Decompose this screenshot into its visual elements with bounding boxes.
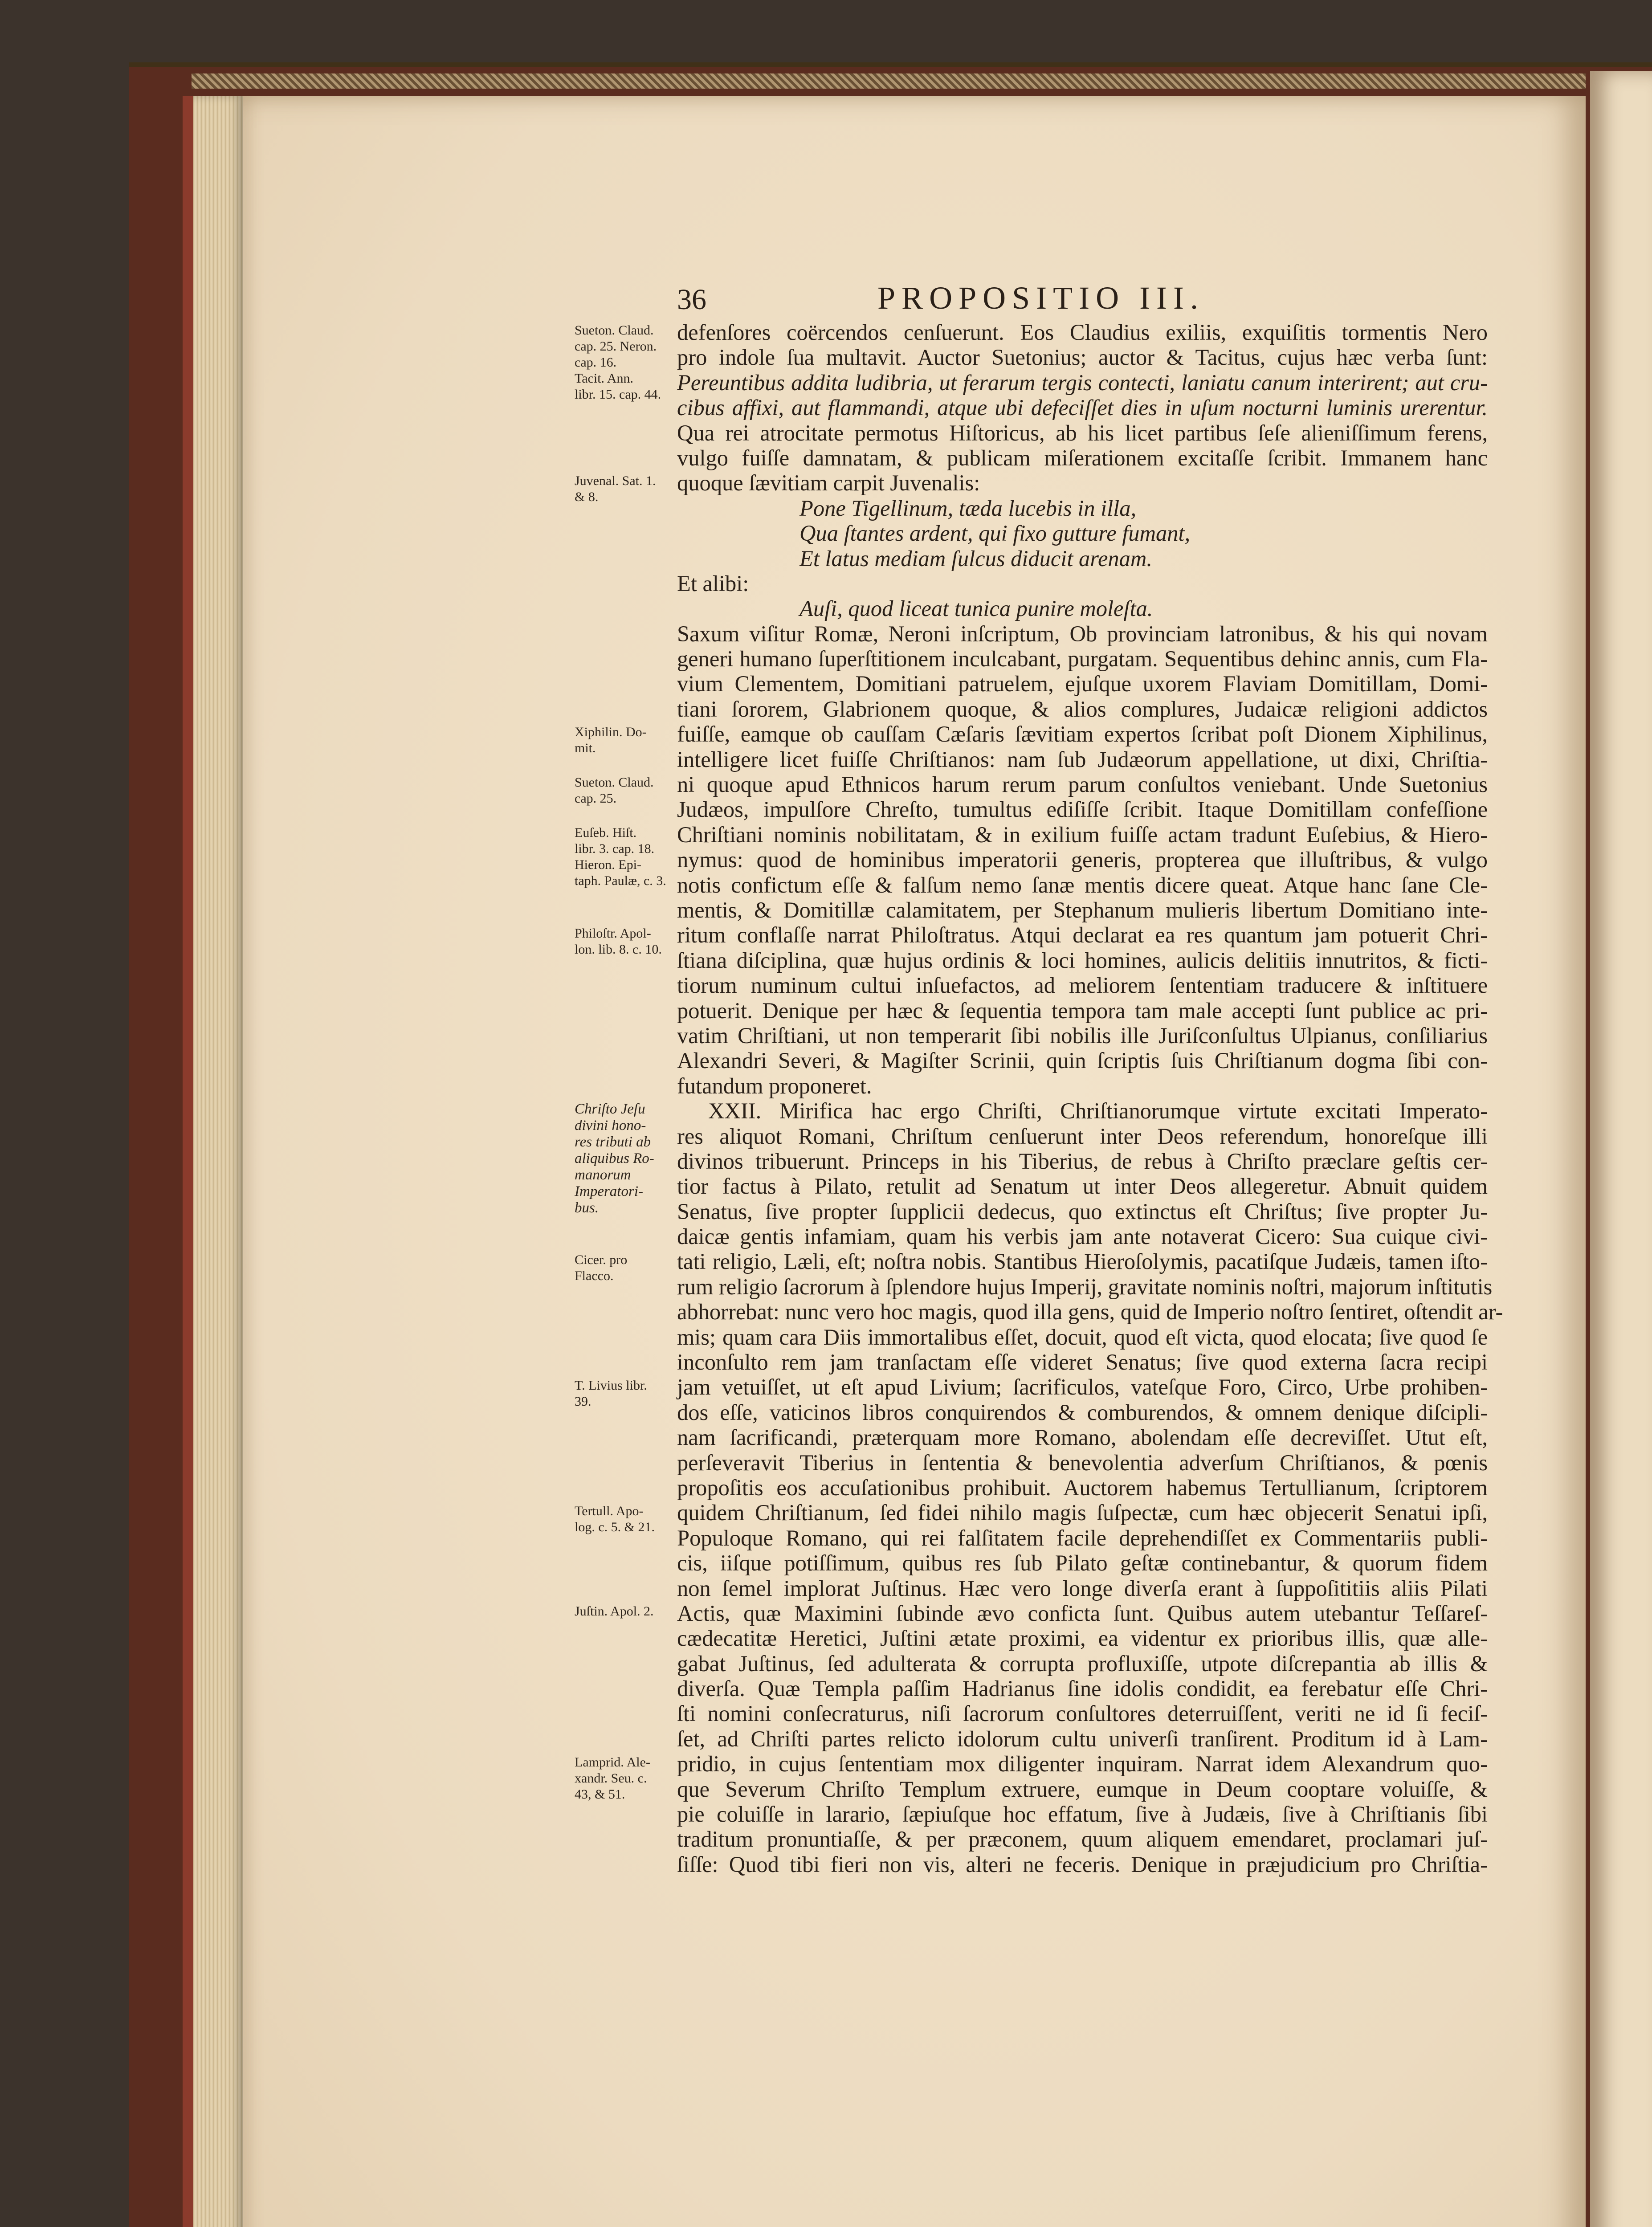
margin-note [575, 1101, 654, 1216]
text-line: tati religio, Læli, eſt; noſtra nobis. Stantibus Hieroſolymis, pacatiſque Judæis, tamen iſto- [677, 1249, 1488, 1274]
text-line: ſtiana diſciplina, quæ hujus ordinis & loci homines, aulicis delitiis innutritos, & ficti- [677, 947, 1488, 973]
text-line: cibus affixi, aut flammandi, atque ubi defeciſſet dies in uſum nocturni luminis urerentur. [677, 395, 1488, 420]
text-line: quidem Chriſtianum, ſed fidei nihilo magis ſuſpectæ, cum hæc objecerit Senatui ipſi, [677, 1500, 1488, 1525]
margin-note-line: xandr. Seu. c. [575, 1770, 647, 1786]
margin-note-line: Juſtin. Apol. 2. [575, 1604, 654, 1619]
text-line: Actis, quæ Maximini ſubinde ævo conficta ſunt. Quibus autem utebantur Teſſareſ- [677, 1600, 1488, 1626]
margin-note-line: Imperatori- [575, 1183, 643, 1200]
text-line: Alexandri Severi, & Magiſter Scrinii, quin ſcriptis ſuis Chriſtianum dogma ſibi con- [677, 1048, 1488, 1073]
text-line: Qua rei atrocitate permotus Hiſtoricus, ab his licet partibus ſeſe alieniſſimum ferens, [677, 420, 1488, 445]
text-line: rum religio ſacrorum à ſplendore hujus Imperij, gravitate nominis noſtri, majorum inſtitutis [677, 1274, 1493, 1299]
margin-note [575, 322, 661, 403]
text-line: futandum proponeret. [677, 1073, 872, 1098]
margin-note-line: T. Livius libr. [575, 1378, 647, 1393]
text-line: que Severum Chriſto Templum extruere, eumque in Deum cooptare voluiſſe, & [677, 1776, 1488, 1802]
text-line: abhorrebat: nunc vero hoc magis, quod illa gens, quid de Imperio noſtro ſentiret, oſtendit ar- [677, 1299, 1503, 1325]
running-head: PROPOSITIO III. [877, 280, 1205, 316]
text-line: defenſores coërcendos cenſuerunt. Eos Claudius exiliis, exquiſitis tormentis Nero [677, 320, 1488, 345]
margin-note-line: bus. [575, 1200, 599, 1216]
text-line: Senatus, ſive propter ſupplicii dedecus, quo extinctus eſt Chriſtus; ſive propter Ju- [677, 1199, 1488, 1224]
text-line: vium Clementem, Domitiani patruelem, ejuſque uxorem Flaviam Domitillam, Domi- [677, 671, 1488, 697]
margin-note [575, 1603, 654, 1619]
text-line: potuerit. Denique per hæc & ſequentia tempora tam male accepti ſunt publice ac pri- [677, 998, 1488, 1023]
margin-note-line: Tertull. Apo- [575, 1503, 644, 1518]
text-line: Judæos, impulſore Chreſto, tumultus ediſiſſe ſcribit. Itaque Domitillam confeſſione [677, 797, 1488, 822]
text-line: Saxum viſitur Romæ, Neroni inſcriptum, Ob provinciam latronibus, & his qui novam [677, 621, 1488, 646]
text-line: Populoque Romano, qui rei falſitatem facile deprehendiſſet ex Commentariis publi- [677, 1525, 1488, 1550]
text-line: Et alibi: [677, 571, 749, 596]
text-line: propoſitis eos accuſationibus prohibuit. Auctorem habemus Tertullianum, ſcriptorem [677, 1475, 1488, 1500]
text-line: non ſemel implorat Juſtinus. Hæc vero longe diverſa erant à ſuppoſititiis aliis Pilati [677, 1575, 1488, 1601]
margin-note-line: Flacco. [575, 1268, 614, 1283]
text-line: notis confictum eſſe & falſum nemo ſanæ mentis dicere queat. Atque hanc ſane Cle- [677, 872, 1488, 897]
margin-note-line: res tributi ab [575, 1134, 651, 1150]
text-line: tiorum numinum cultui inſuefactos, ad meliorem ſententiam traducere & inſtituere [677, 973, 1488, 998]
margin-note-line: mit. [575, 741, 596, 756]
text-line: mentis, & Domitillæ calamitatem, per Stephanum mulieris libertum Domitiano inte- [677, 897, 1488, 922]
text-line: Auſi, quod liceat tunica punire moleſta. [799, 596, 1153, 621]
text-line: traditum pronuntiaſſe, & per præconem, quum aliquem emendaret, proclamari juſ- [677, 1827, 1488, 1852]
text-line: nam ſacrificandi, præterquam more Romano, abolendam eſſe decreviſſet. Utut eſt, [677, 1425, 1488, 1450]
text-line: intelligere licet fuiſſe Chriſtianos: nam ſub Judæorum appellatione, ut dixi, Chriſtia- [677, 746, 1488, 772]
text-line: mis; quam cara Diis immortalibus eſſet, docuit, quod eſt victa, quod elocata; ſive quod ſe [677, 1324, 1488, 1350]
text-line: cis, iiſque potiſſimum, quibus res ſub Pilato geſtæ continebantur, & quorum fidem [677, 1550, 1488, 1576]
text-line: Et latus mediam ſulcus diducit arenam. [799, 546, 1153, 571]
binding-edge [183, 96, 193, 2227]
margin-note [575, 775, 654, 807]
text-line: inconſulto rem jam tranſactam eſſe videret Senatus; ſive quod externa ſacra recipi [677, 1350, 1488, 1375]
margin-note [575, 1378, 647, 1410]
text-line: divinos tribuerunt. Princeps in his Tiberius, de rebus à Chriſto præclare geſtis cer- [677, 1148, 1488, 1174]
text-line: daicæ gentis infamiam, quam his verbis jam ante notaverat Cicero: Sua cuique civi- [677, 1224, 1488, 1249]
text-line: ſti nomini conſecraturus, niſi ſacrorum conſultores deterruiſſent, veriti ne id ſi feciſ- [677, 1701, 1488, 1726]
margin-note-line: Philoſtr. Apol- [575, 926, 651, 941]
margin-note-line: Cicer. pro [575, 1252, 628, 1267]
text-line: Chriſtiani nominis nobilitatam, & in exilium fuiſſe actam tradunt Euſebius, & Hiero- [677, 822, 1488, 847]
text-line: res aliquot Romani, Chriſtum cenſuerunt inter Deos referendum, honoreſque illi [677, 1123, 1488, 1149]
text-line: fuiſſe, eamque ob cauſſam Cæſaris ſævitiam expertos ſcribat poſt Dionem Xiphilinus, [677, 722, 1488, 747]
text-line: ritum conflaſſe narrat Philoſtratus. Atqui declarat ea res quantum jam potuerit Chri- [677, 922, 1488, 948]
text-line: perſeveravit Tiberius in ſententia & benevolentia adverſum Chriſtianos, & pœnis [677, 1450, 1488, 1475]
margin-note-line: Sueton. Claud. [575, 775, 654, 790]
text-line: Qua ſtantes ardent, qui fixo gutture fumant, [799, 521, 1191, 546]
text-line: ſet, ad Chriſti partes relicto idolorum cultu univerſi tranſirent. Proditum id à Lam- [677, 1726, 1488, 1751]
margin-note-line: cap. 25. [575, 791, 617, 806]
margin-note-line: lon. lib. 8. c. 10. [575, 942, 662, 957]
text-line: Pone Tigellinum, tæda lucebis in illa, [799, 495, 1137, 521]
text-line: pro indole ſua multavit. Auctor Suetonius; auctor & Tacitus, cujus hæc verba ſunt: [677, 345, 1488, 370]
text-line: XXII. Mirifica hac ergo Chriſti, Chriſtianorumque virtute excitati Imperato- [708, 1098, 1488, 1124]
text-line: gabat Juſtinus, ſed adulterata & corrupta profluxiſſe, utpote diſcrepantia ab illis & [677, 1651, 1488, 1676]
margin-note [575, 1754, 650, 1803]
text-line: jam vetuiſſet, ut eſt apud Livium; ſacrificulos, vateſque Foro, Circo, Urbe prohiben- [677, 1375, 1488, 1400]
text-line: ſiſſe: Quod tibi fieri non vis, alteri ne feceris. Denique in præjudicium pro Chriſtia- [677, 1852, 1488, 1877]
text-line: dos eſſe, vaticinos libros conquirendos & comburendos, & omnem denique diſcipli- [677, 1399, 1488, 1425]
margin-note-line: log. c. 5. & 21. [575, 1519, 655, 1534]
text-line: nymus: quod de hominibus imperatorii generis, propterea que illuſtribus, & vulgo [677, 847, 1488, 873]
text-line: pie coluiſſe in larario, ſæpiuſque hoc effatum, ſive à Judæis, ſive à Chriſtianis ſibi [677, 1802, 1488, 1827]
margin-note-line: Hieron. Epi- [575, 857, 641, 872]
text-line: quoque ſævitiam carpit Juvenalis: [677, 470, 980, 496]
margin-note-line: Juvenal. Sat. 1. [575, 473, 656, 489]
margin-note-line: Xiphilin. Do- [575, 725, 647, 740]
text-line: diverſa. Quæ Templa paſſim Hadrianus ſine idolis condidit, ea ferebatur eſſe Chri- [677, 1676, 1488, 1701]
margin-note-line: Euſeb. Hiſt. [575, 825, 637, 840]
margin-note-line: 39. [575, 1394, 591, 1409]
margin-note-line: cap. 25. Neron. [575, 339, 657, 354]
margin-note [575, 1252, 627, 1284]
margin-note-line: Chriſto Jeſu [575, 1101, 645, 1118]
margin-note [575, 825, 666, 889]
margin-note-line: libr. 15. cap. 44. [575, 387, 661, 402]
margin-note-line: cap. 16. [575, 355, 617, 370]
text-line: Pereuntibus addita ludibria, ut ferarum tergis contecti, laniatu canum interirent; aut cru- [677, 370, 1488, 395]
margin-note [575, 926, 662, 958]
margin-note-line: manorum [575, 1167, 631, 1183]
text-line: tior factus à Pilato, retulit ad Senatum ut inter Deos allegeretur. Abnuit quidem [677, 1174, 1488, 1199]
facing-page [1590, 71, 1652, 2227]
margin-note-line: 43, & 51. [575, 1786, 625, 1802]
margin-note-line: libr. 3. cap. 18. [575, 841, 655, 856]
text-line: pridio, in cujus ſententiam mox diligenter inquiram. Narrat idem Alexandrum quo- [677, 1751, 1488, 1777]
body-text [677, 320, 1503, 1877]
margin-note-line: Sueton. Claud. [575, 323, 654, 338]
margin-note-line: Lamprid. Ale- [575, 1754, 650, 1770]
text-line: cædecatitæ Heretici, Juſtini ætate proximi, ea videntur ex prioribus illis, quæ alle- [677, 1626, 1488, 1651]
margin-note-line: taph. Paulæ, c. 3. [575, 873, 666, 888]
text-line: generi humano ſuperſtitionem inculcabant, purgatam. Sequentibus dehinc annis, cum Fla- [677, 646, 1488, 672]
text-line: vatim Chriſtiani, ut non temperarit ſibi nobilis ille Juriſconſultus Ulpianus, conſiliarius [677, 1023, 1488, 1048]
page-number: 36 [677, 283, 706, 316]
margin-note [575, 1503, 655, 1535]
margin-note [575, 473, 656, 505]
margin-note-line: & 8. [575, 489, 599, 505]
decorative-border-top [192, 73, 1586, 89]
text-line: vulgo fuiſſe damnatam, & publicam miſerationem excitaſſe ſcribit. Immanem hanc [677, 445, 1488, 470]
margin-note-line: Tacit. Ann. [575, 371, 634, 386]
text-line: tiani ſororem, Glabrionem quoque, & alios complures, Judaicæ religioni addictos [677, 696, 1488, 722]
margin-note-line: divini hono- [575, 1118, 646, 1134]
margin-note [575, 724, 647, 756]
margin-note-line: aliquibus Ro- [575, 1150, 654, 1167]
text-line: ni quoque apud Ethnicos harum rerum parum conſultos veniebant. Unde Suetonius [677, 772, 1488, 797]
